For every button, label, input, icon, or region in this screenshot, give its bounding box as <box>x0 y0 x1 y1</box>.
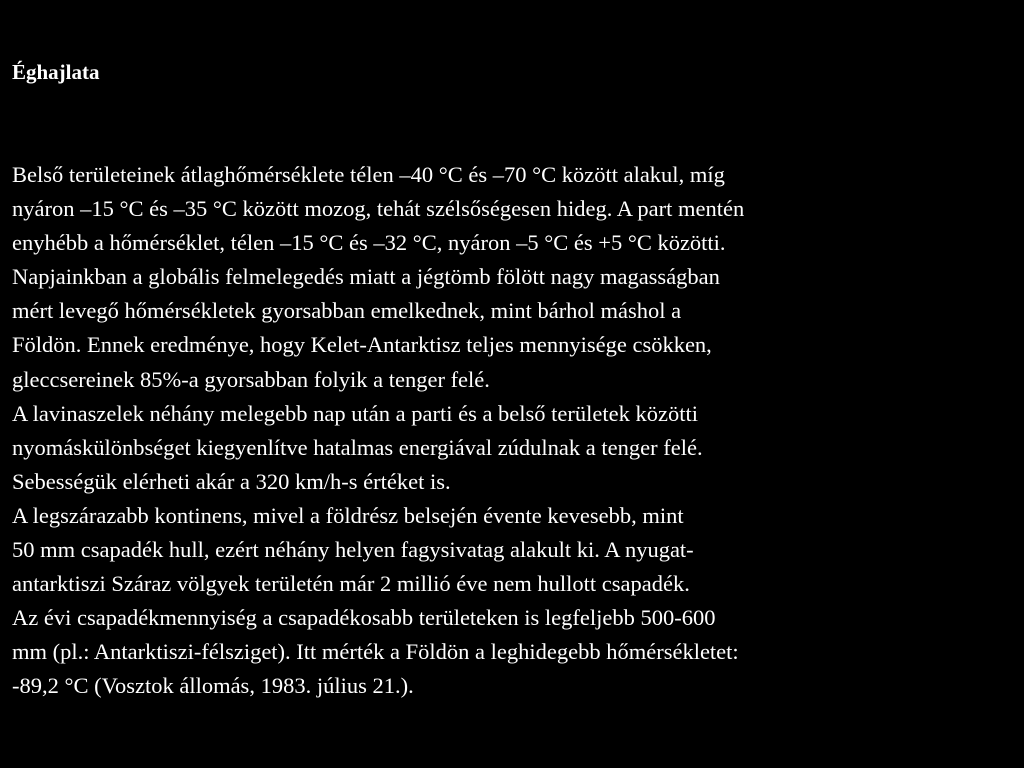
text-line: Az évi csapadékmennyiség a csapadékosabb területeken is legfeljebb 500-600 <box>12 605 716 631</box>
text-line: enyhébb a hőmérséklet, télen –15 °C és –32 °C, nyáron –5 °C és +5 °C közötti. <box>12 230 726 256</box>
paragraph-precipitation <box>12 601 1022 703</box>
text-line: 50 mm csapadék hull, ezért néhány helyen fagysivatag alakult ki. A nyugat- <box>12 537 694 563</box>
text-line: gleccsereinek 85%-a gyorsabban folyik a tenger felé. <box>12 366 490 392</box>
text-line: Napjainkban a globális felmelegedés miatt a jégtömb fölött nagy magasságban <box>12 264 720 290</box>
paragraph-winds <box>12 397 1022 499</box>
text-line: A lavinaszelek néhány melegebb nap után a parti és a belső területek közötti <box>12 400 698 426</box>
text-line: Földön. Ennek eredménye, hogy Kelet-Antarktisz teljes mennyisége csökken, <box>12 332 712 358</box>
text-line: nyáron –15 °C és –35 °C között mozog, tehát szélsőségesen hideg. A part mentén <box>12 196 745 222</box>
slide-body <box>12 158 1022 704</box>
paragraph-temperature <box>12 158 1022 397</box>
paragraph-dryness <box>12 499 1022 601</box>
text-line: mért levegő hőmérsékletek gyorsabban emelkednek, mint bárhol máshol a <box>12 298 682 324</box>
text-line: antarktiszi Száraz völgyek területén már 2 millió éve nem hullott csapadék. <box>12 571 690 597</box>
text-line: -89,2 °C (Vosztok állomás, 1983. július 21.). <box>12 673 414 699</box>
slide-title: Éghajlata <box>12 60 100 84</box>
text-line: nyomáskülönbséget kiegyenlítve hatalmas energiával zúdulnak a tenger felé. <box>12 434 703 460</box>
text-line: mm (pl.: Antarktiszi-félsziget). Itt mérték a Földön a leghidegebb hőmérsékletet: <box>12 639 739 665</box>
text-line: Sebességük elérheti akár a 320 km/h-s értéket is. <box>12 468 451 494</box>
text-line: A legszárazabb kontinens, mivel a földrész belsején évente kevesebb, mint <box>12 502 684 528</box>
text-line: Belső területeinek átlaghőmérséklete télen –40 °C és –70 °C között alakul, míg <box>12 162 725 187</box>
